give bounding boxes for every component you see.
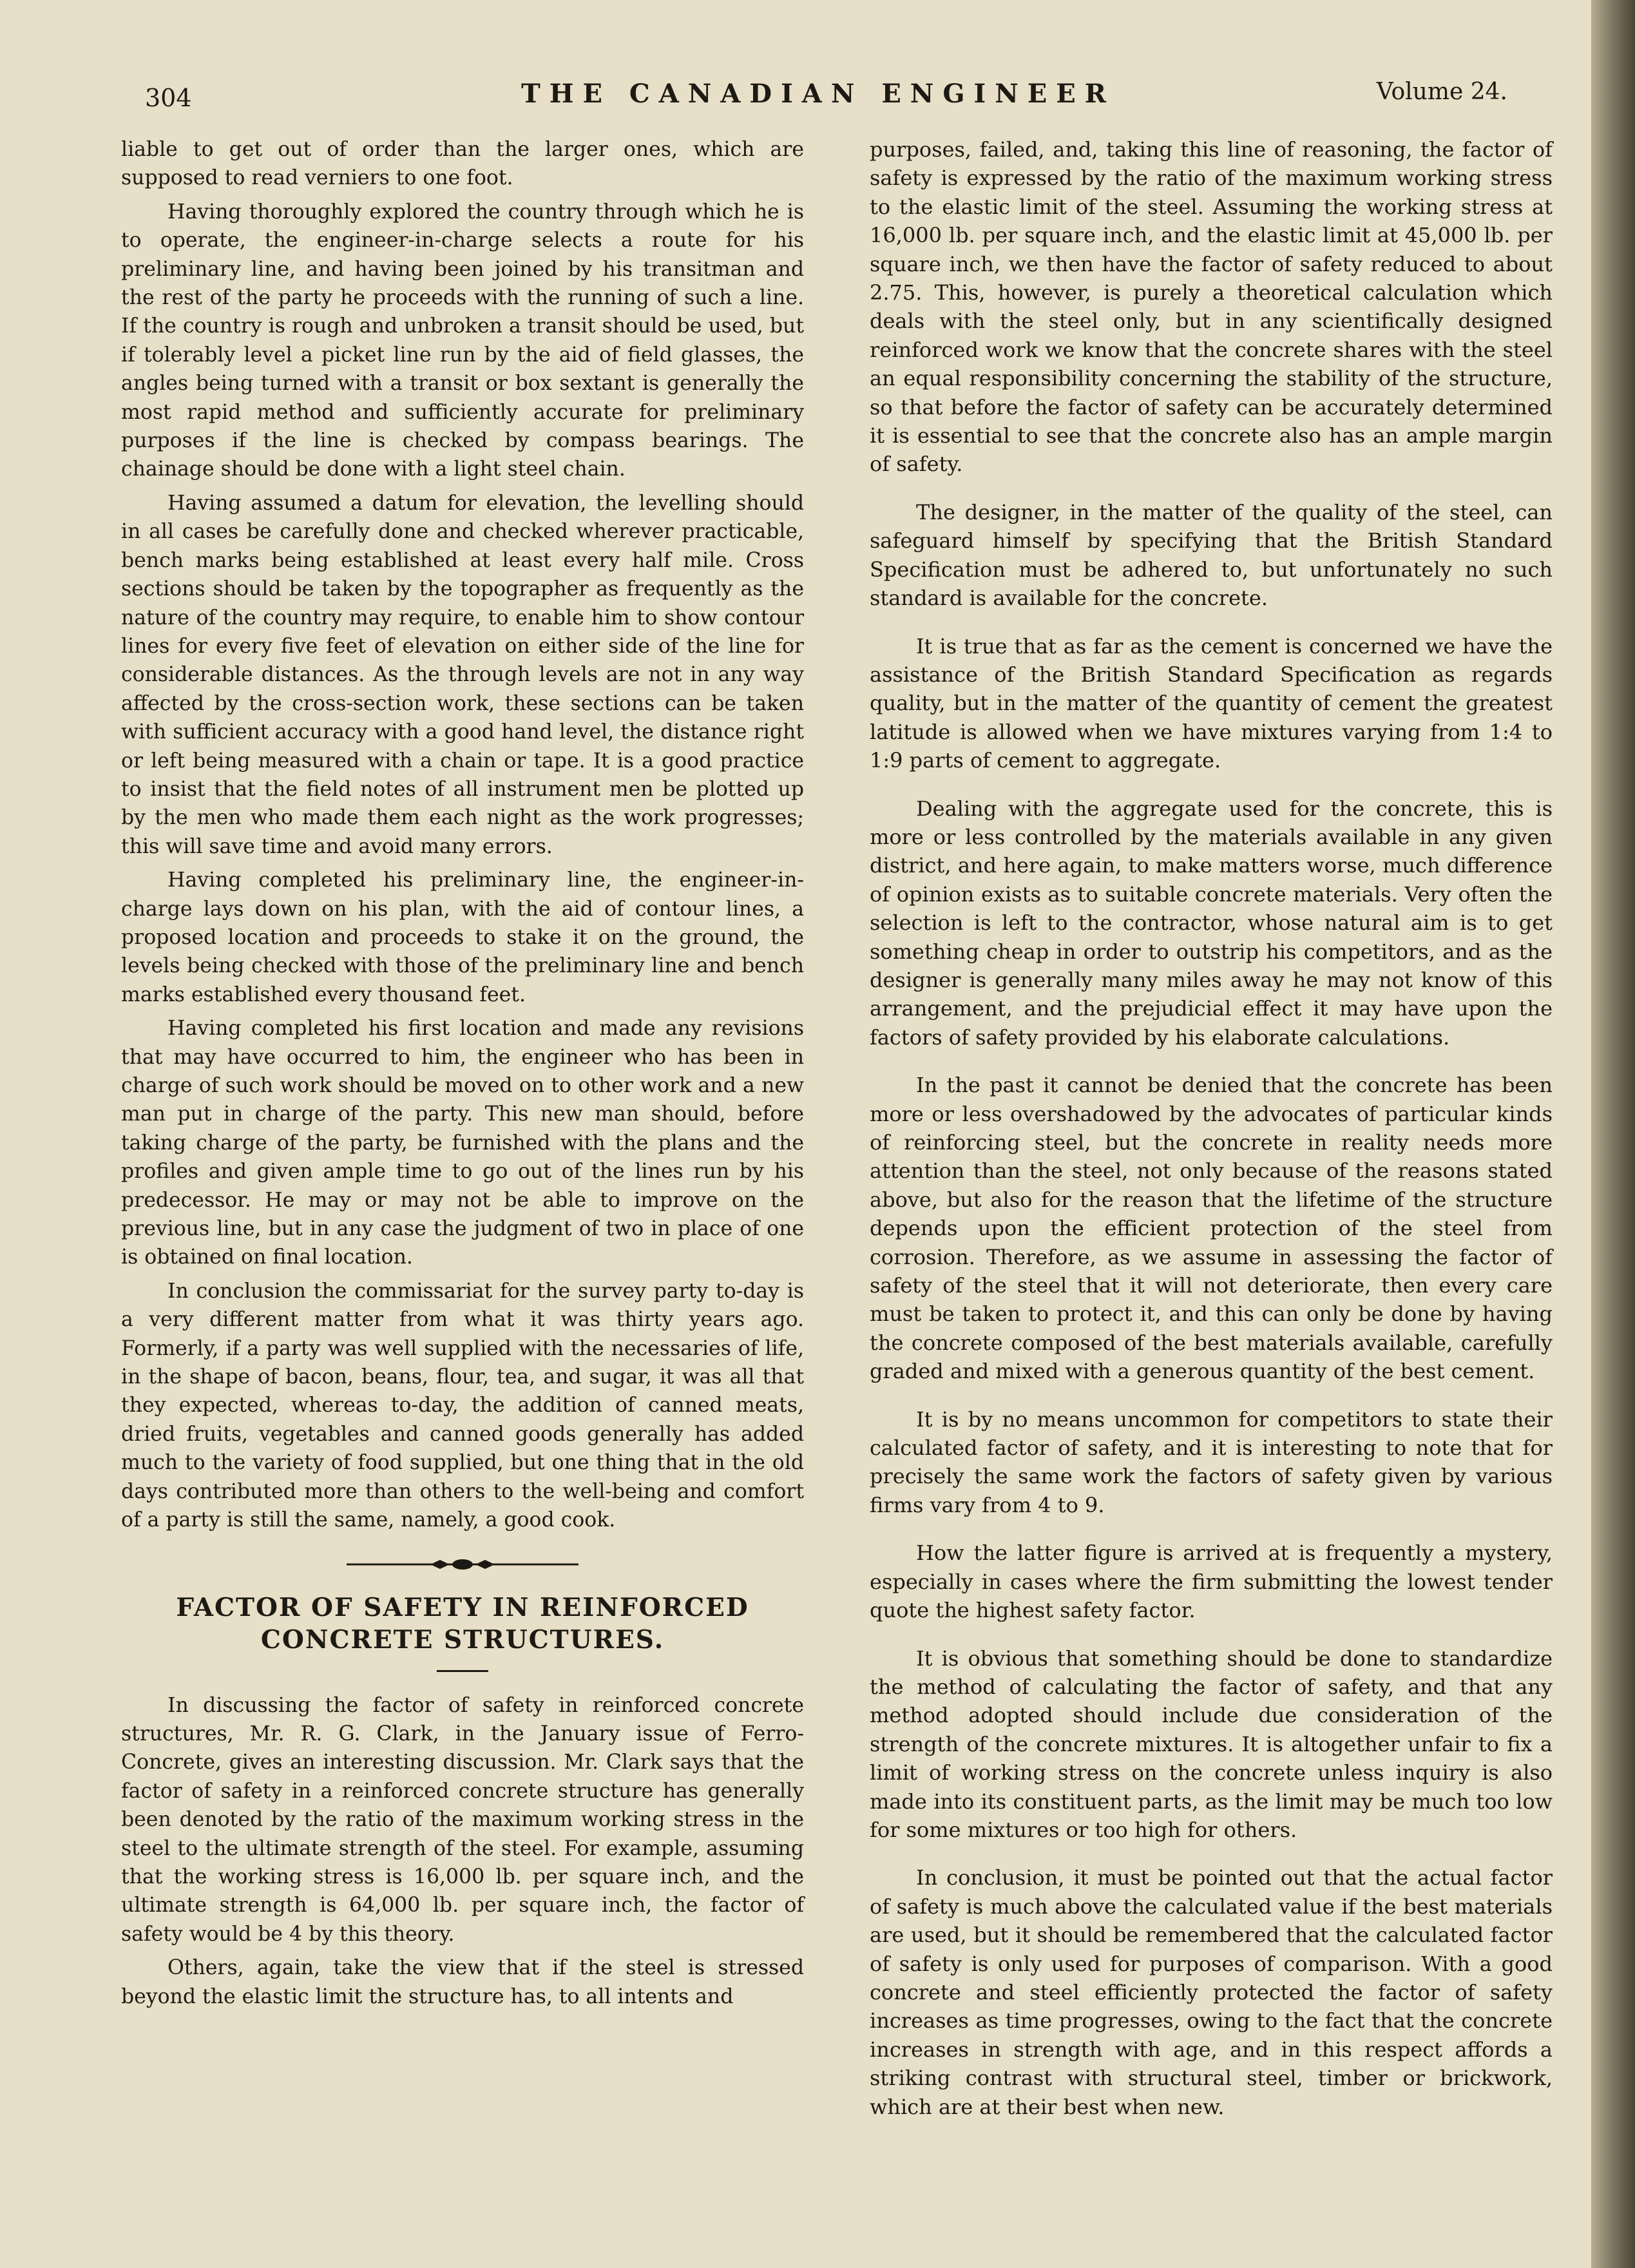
paragraph: The designer, in the matter of the quality of the steel, can safeguard himself by specifying that the British Standard Specification must be adhered to, but unfortunately no such standard is available for the concrete. <box>870 499 1553 611</box>
title-rule <box>437 1670 488 1672</box>
page-number: 304 <box>145 84 192 112</box>
paragraph: It is obvious that something should be done to standardize the method of calculating the factor of safety, and that any method adopted should include due consideration of the strength of the concrete mixtures. It is altogether unfair to fix a limit of working stress on the concrete unless inquiry is also made into its constituent parts, as the limit may be much too low for some mixtures or too high for others. <box>870 1646 1553 1842</box>
paragraph: In the past it cannot be denied that the concrete has been more or less overshadowed by the advocates of particular kinds of reinforcing steel, but the concrete in reality needs more attention than the steel, not only because of the reasons stated above, but also for the reason that the lifetime of the structure depends upon the efficient protection of the steel from corrosion. Therefore, as we assume in assessing the factor of safety of the steel that it will not deteriorate, then every care must be taken to protect it, and this can only be done by having the concrete composed of the best materials available, carefully graded and mixed with a generous quantity of the best cement. <box>870 1073 1553 1384</box>
paragraph: Having thoroughly explored the country through which he is to operate, the engineer-in-charge selects a route for his preliminary line, and having been joined by his transitman and the rest of the party he proceeds with the running of such a line. If the country is rough and unbroken a transit should be used, but if tolerably level a picket line run by the aid of field glasses, the angles being turned with a transit or box sextant is generally the most rapid method and sufficiently accurate for preliminary purposes if the line is checked by compass bearings. The chainage should be done with a light steel chain. <box>121 200 804 481</box>
paragraph: Having completed his first location and made any revisions that may have occurred to him, the engineer who has been in charge of such work should be moved on to other work and a new man put in charge of the party. This new man should, before taking charge of the party, be furnished with the plans and the profiles and given ample time to go out of the lines run by his predecessor. He may or may not be able to improve on the previous line, but in any case the judgment of two in place of one is obtained on final location. <box>121 1017 804 1269</box>
right-column <box>870 135 1553 2121</box>
ornamental-divider <box>347 1557 578 1572</box>
paragraph: Dealing with the aggregate used for the concrete, this is more or less controlled by the materials available in any given district, and here again, to make matters worse, much difference of opinion exists as to suitable concrete materials. Very often the selection is left to the contractor, whose natural aim is to get something cheap in order to outstrip his competitors, and as the designer is generally many miles away he may not know of this arrangement, and the prejudicial effect it may have upon the factors of safety provided by his elaborate calculations. <box>870 796 1553 1050</box>
paragraph: How the latter figure is arrived at is frequently a mystery, especially in cases where the firm submitting the lowest tender quote the highest safety factor. <box>870 1541 1553 1623</box>
paragraph: Others, again, take the view that if the steel is stressed beyond the elastic limit the structure has, to all intents and <box>121 1956 804 2008</box>
paragraph: It is true that as far as the cement is concerned we have the assistance of the British Standard Specification as regards quality, but in the matter of the quantity of cement the greatest latitude is allowed when we have mixtures varying from 1:4 to 1:9 parts of cement to aggregate. <box>870 633 1553 773</box>
paragraph: purposes, failed, and, taking this line of reasoning, the factor of safety is expressed by the ratio of the maximum working stress to the elastic limit of the steel. Assuming the working stress at 16,000 lb. per square inch, and the elastic limit at 45,000 lb. per square inch, we then have the factor of safety reduced to about 2.75. This, however, is purely a theoretical calculation which deals with the steel only, but in any scientifically designed reinforced work we know that the concrete shares with the steel an equal responsibility concerning the stability of the structure, so that before the factor of safety can be accurately determined it is essential to see that the concrete also has an ample margin of safety. <box>870 137 1553 477</box>
paragraph: Having assumed a datum for elevation, the levelling should in all cases be carefully done and checked wherever practicable, bench marks being established at least every half mile. Cross sections should be taken by the topographer as frequently as the nature of the country may require, to enable him to show contour lines for every five feet of elevation on either side of the line for considerable distances. As the through levels are not in any way affected by the cross-section work, these sections can be taken with sufficient accuracy with a good hand level, the distance right or left being measured with a chain or tape. It is a good practice to insist that the field notes of all instrument men be plotted up by the men who made them each night as the work progresses; this will save time and avoid many errors. <box>121 491 804 858</box>
paragraph: It is by no means uncommon for competitors to state their calculated factor of safety, and it is interesting to note that for precisely the same work the factors of safety given by various firms vary from 4 to 9. <box>870 1407 1553 1517</box>
paragraph: In conclusion the commissariat for the survey party to-day is a very different matter from what it was thirty years ago. Formerly, if a party was well supplied with the necessaries of life, in the shape of bacon, beans, flour, tea, and sugar, it was all that they expected, whereas to-day, the addition of canned meats, dried fruits, vegetables and canned goods generally has added much to the variety of food supplied, but one thing that in the old days contributed more than others to the well-being and comfort of a party is still the same, namely, a good cook. <box>121 1279 804 1532</box>
paragraph: In discussing the factor of safety in reinforced concrete structures, Mr. R. G. Clark, in the January issue of Ferro-Concrete, gives an interesting discussion. Mr. Clark says that the factor of safety in a reinforced concrete structure has generally been denoted by the ratio of the maximum working stress in the steel to the ultimate strength of the steel. For example, assuming that the working stress is 16,000 lb. per square inch, and the ultimate strength is 64,000 lb. per square inch, the factor of safety would be 4 by this theory. <box>121 1693 804 1946</box>
paragraph: liable to get out of order than the larger ones, which are supposed to read verniers to one foot. <box>121 138 804 190</box>
journal-title: THE CANADIAN ENGINEER <box>521 79 1116 109</box>
paragraph: Having completed his preliminary line, the engineer-in-charge lays down on his plan, with the aid of contour lines, a proposed location and proceeds to stake it on the ground, the levels being checked with those of the preliminary line and bench marks established every thousand feet. <box>121 869 804 1006</box>
page-header <box>129 72 1507 111</box>
binding-gutter <box>1591 0 1635 2268</box>
left-column <box>121 135 804 2011</box>
article-title: FACTOR OF SAFETY IN REINFORCED CONCRETE STRUCTURES. <box>176 1592 749 1655</box>
volume-label: Volume 24. <box>1376 79 1507 105</box>
paragraph: In conclusion, it must be pointed out that the actual factor of safety is much above the calculated value if the best materials are used, but it should be remembered that the calculated factor of safety is only used for purposes of comparison. With a good concrete and steel efficiently protected the factor of safety increases as time progresses, owing to the fact that the concrete increases in strength with age, and in this respect affords a striking contrast with structural steel, timber or brickwork, which are at their best when new. <box>870 1865 1553 2119</box>
